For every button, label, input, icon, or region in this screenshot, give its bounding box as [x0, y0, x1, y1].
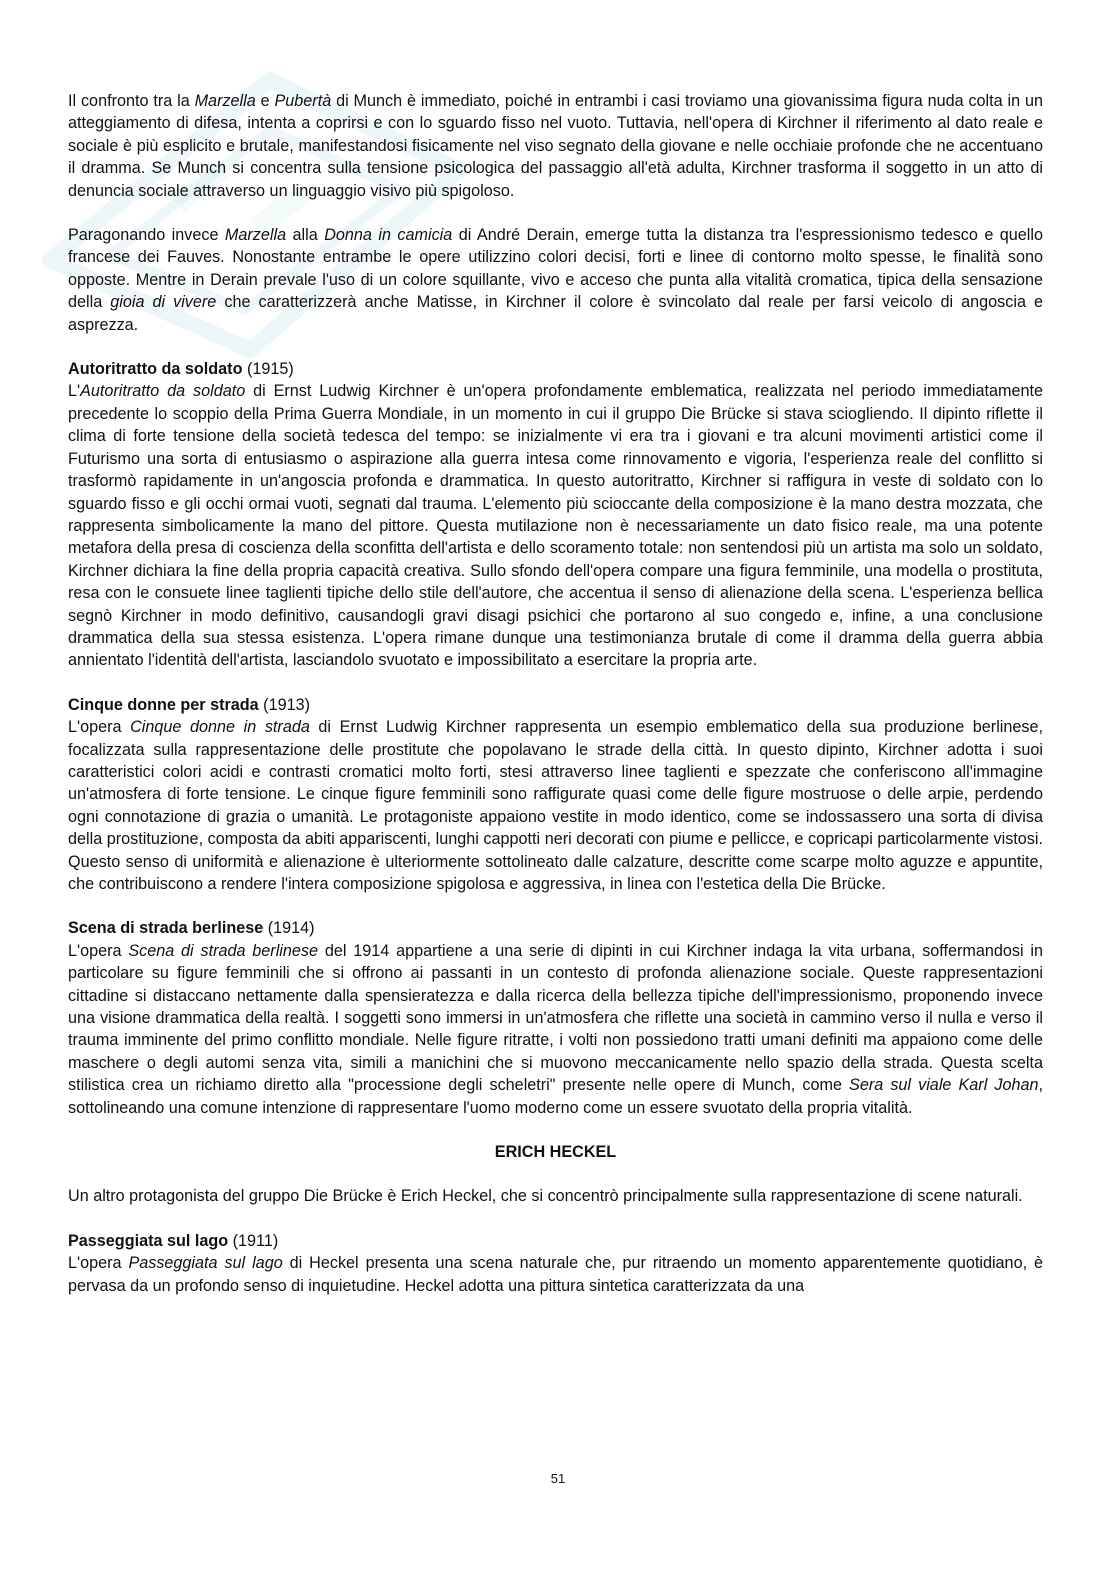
paragraph-passeggiata: L'opera Passeggiata sul lago di Heckel presenta una scena naturale che, pur ritraendo un momento apparentemente quotidiano, è pervasa da un profondo senso di inquietudine. Heckel adotta una pittura sintetica caratterizzata da una — [68, 1254, 1043, 1295]
paragraph-heckel-intro: Un altro protagonista del gruppo Die Brücke è Erich Heckel, che si concentrò principalmente sulla rappresentazione di scene naturali. — [68, 1187, 1023, 1206]
page-number: 51 — [550, 1471, 566, 1486]
paragraph-cinque-donne: L'opera Cinque donne in strada di Ernst Ludwig Kirchner rappresenta un esempio emblematico della sua produzione berlinese, focalizzata sulla rappresentazione delle prostitute che popolavano le strade della città. In questo dipinto, Kirchner adotta i suoi caratteristici colori acidi e contrasti cromatici molto forti, stesi attraverso linee taglienti e spezzate che conferiscono all'immagine un'atmosfera di forte tensione. Le cinque figure femminili sono raffigurate quasi come delle figure mostruose o delle arpie, perdendo ogni connotazione di grazia o umanità. Le protagoniste appaiono vestite in modo identico, come se indossassero una sorta di divisa della prostituzione, composta da abiti appariscenti, lunghi cappotti neri decorati con piume e pellicce, e copricapi particolarmente vistosi. Questo senso di uniformità e alienazione è ulteriormente sottolineato dalle calzature, descritte come scarpe molto aguzze e appuntite, che contribuiscono a rendere l'intera composizione spigolosa e aggressiva, in linea con l'estetica della Die Brücke. — [68, 718, 1043, 893]
document-page — [68, 90, 1043, 1297]
paragraph-scena-strada: L'opera Scena di strada berlinese del 1914 appartiene a una serie di dipinti in cui Kirchner indaga la vita urbana, soffermandosi in particolare su figure femminili che si offrono ai passanti in un contesto di profonda alienazione sociale. Queste rappresentazioni cittadine si distaccano nettamente dalla spensieratezza e dalla ricerca della bellezza tipiche dell'impressionismo, proponendo invece una visione drammatica della realtà. I soggetti sono immersi in un'atmosfera che riflette una società in cammino verso il nulla e verso il trauma imminente del primo conflitto mondiale. Nelle figure ritratte, i volti non possiedono tratti umani definiti ma appaiono come delle maschere o degli automi senza vita, simili a manichini che si muovono meccanicamente nello spazio della strada. Questa scelta stilistica crea un richiamo diretto alla "processione degli scheletri" presente nelle opere di Munch, come Sera sul viale Karl Johan, sottolineando una comune intenzione di rappresentare l'uomo moderno come un essere svuotato della propria vitalità. — [68, 941, 1043, 1117]
chapter-heading-heckel: ERICH HECKEL — [494, 1143, 617, 1162]
section-heading-scena-strada: Scena di strada berlinese (1914) — [68, 919, 315, 938]
paragraph-marzella-munch: Il confronto tra la Marzella e Pubertà di Munch è immediato, poiché in entrambi i casi troviamo una giovanissima figura nuda colta in un atteggiamento di difesa, intenta a coprirsi e con lo sguardo fisso nel vuoto. Tuttavia, nell'opera di Kirchner il riferimento al dato reale e sociale è più esplicito e brutale, manifestandosi fisicamente nel viso segnato della giovane e nelle occhiaie profonde che ne accentuano il dramma. Se Munch si concentra sulla tensione psicologica del passaggio all'età adulta, Kirchner trasforma il soggetto in un atto di denuncia sociale attraverso un linguaggio visivo più spigoloso. — [68, 92, 1043, 200]
paragraph-autoritratto: L'Autoritratto da soldato di Ernst Ludwig Kirchner è un'opera profondamente emblematica, realizzata nel periodo immediatamente precedente lo scoppio della Prima Guerra Mondiale, in un momento in cui il gruppo Die Brücke si stava sciogliendo. Il dipinto riflette il clima di forte tensione della società tedesca del tempo: se inizialmente vi era tra i giovani e tra alcuni movimenti artistici come il Futurismo una sorta di entusiasmo o aspirazione alla guerra intesa come rinnovamento e vigoria, l'esperienza reale del conflitto si trasformò rapidamente in un'angoscia profonda e drammatica. In questo autoritratto, Kirchner si raffigura in veste di soldato con lo sguardo fisso e gli occhi ormai vuoti, segnati dal trauma. L'elemento più scioccante della composizione è la mano destra mozzata, che rappresenta simbolicamente la mano del pittore. Questa mutilazione non è necessariamente un dato fisico reale, ma una potente metafora della presa di coscienza della sconfitta dell'artista e dello scoramento totale: non sentendosi più un artista ma solo un soldato, Kirchner dichiara la fine della propria capacità creativa. Sullo sfondo dell'opera compare una figura femminile, una modella o prostituta, resa con le consuete linee taglienti tipiche dello stile dell'autore, che accentua il senso di alienazione della scena. L'esperienza bellica segnò Kirchner in modo definitivo, causandogli gravi disagi psichici che portarono al suo congedo e, infine, a una conclusione drammatica della sua stessa esistenza. L'opera rimane dunque una testimonianza brutale di come il dramma della guerra abbia annientato l'identità dell'artista, lasciandolo svuotato e impossibilitato a esercitare la propria arte. — [68, 382, 1044, 670]
section-heading-autoritratto: Autoritratto da soldato (1915) — [68, 360, 294, 379]
section-heading-cinque-donne: Cinque donne per strada (1913) — [68, 695, 310, 714]
section-heading-passeggiata: Passeggiata sul lago (1911) — [68, 1231, 279, 1250]
paragraph-marzella-derain: Paragonando invece Marzella alla Donna in camicia di André Derain, emerge tutta la distanza tra l'espressionismo tedesco e quello francese dei Fauves. Nonostante entrambe le opere utilizzino colori decisi, forti e linee di contorno molto spesse, le finalità sono opposte. Mentre in Derain prevale l'uso di un colore squillante, vivo e acceso che punta alla vitalità cromatica, tipica della sensazione della gioia di vivere che caratterizzerà anche Matisse, in Kirchner il colore è svincolato dal reale per farsi veicolo di angoscia e asprezza. — [68, 226, 1044, 334]
